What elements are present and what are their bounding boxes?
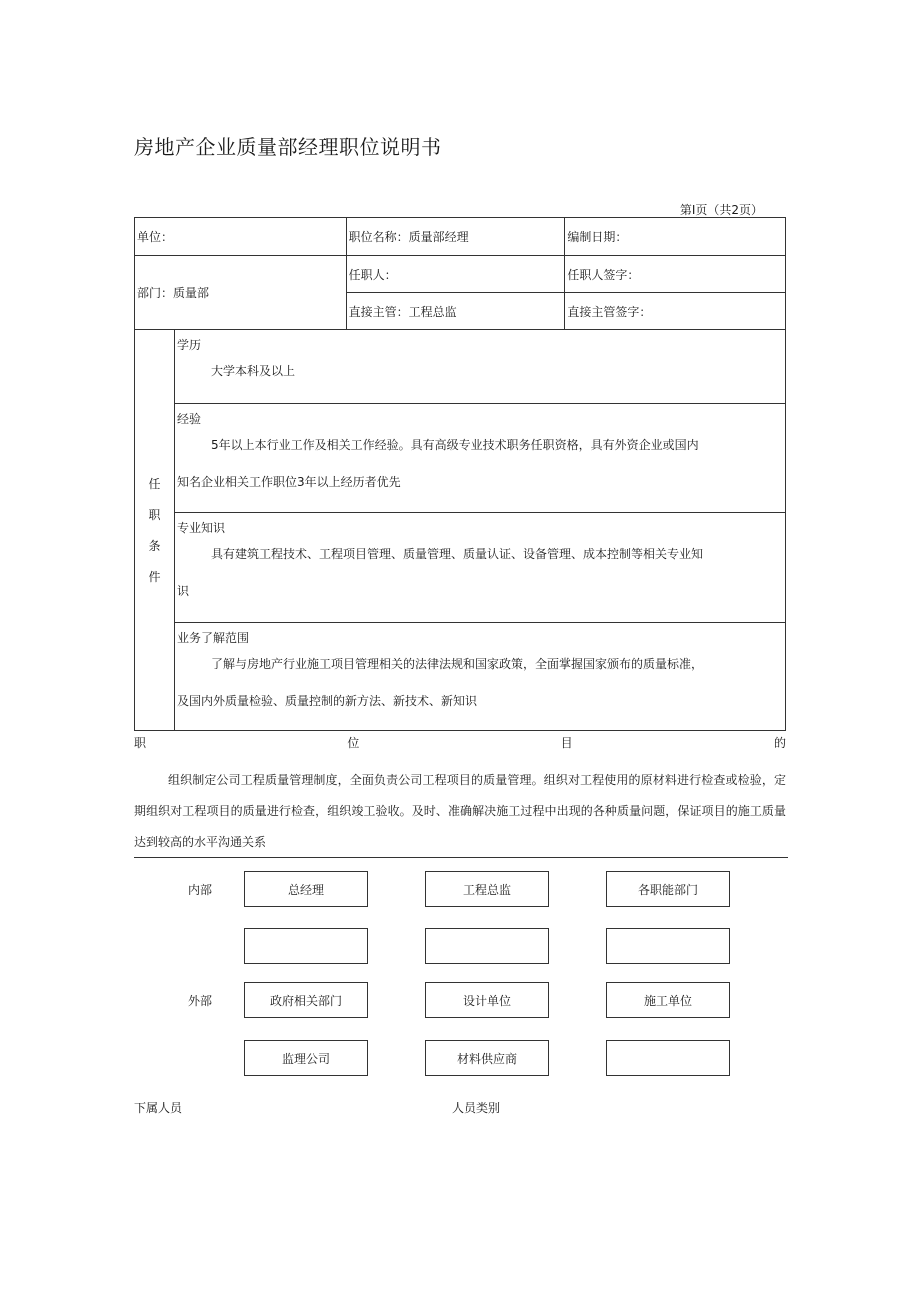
qual-char: 任 xyxy=(148,477,161,491)
contact-box: 施工单位 xyxy=(606,982,730,1018)
knowledge-line: 具有建筑工程技术、工程项目管理、质量管理、质量认证、设备管理、成本控制等相关专业知 xyxy=(210,547,703,561)
knowledge-section xyxy=(174,513,785,623)
purpose-text: 组织制定公司工程质量管理制度，全面负责公司工程项目的质量管理。组织对工程使用的原材料进行检查或检验，定期组织对工程项目的质量进行检查，组织竣工验收。及时、准确解决施工过程中出现的各种质量问题，保证项目的施工质量达到较高的水平沟通关系 xyxy=(134,773,786,849)
purpose-char: 目 xyxy=(560,736,573,750)
qual-char: 件 xyxy=(148,570,161,584)
supervisor-cell: 直接主管：工程总监 xyxy=(346,293,565,330)
contact-box-empty xyxy=(244,928,368,964)
unit-cell: 单位： xyxy=(135,218,347,256)
purpose-char: 的 xyxy=(773,736,786,750)
staff-category-label: 人员类别 xyxy=(452,1101,501,1115)
document-title: 房地产企业质量部经理职位说明书 xyxy=(134,135,442,159)
incumbent-cell: 任职人： xyxy=(346,256,565,293)
experience-label: 经验 xyxy=(176,412,201,426)
contact-box: 监理公司 xyxy=(244,1040,368,1076)
education-label: 学历 xyxy=(176,338,201,352)
contact-box: 总经理 xyxy=(244,871,368,907)
experience-line: 5年以上本行业工作及相关工作经验。具有高级专业技术职务任职资格，具有外资企业或国内 xyxy=(210,438,699,452)
knowledge-line: 识 xyxy=(176,584,189,598)
contact-box-empty xyxy=(606,1040,730,1076)
contact-box: 材料供应商 xyxy=(425,1040,549,1076)
divider xyxy=(134,857,788,858)
education-section xyxy=(174,330,785,404)
business-label: 业务了解范围 xyxy=(176,631,249,645)
purpose-heading xyxy=(134,734,786,751)
qualifications-label xyxy=(135,330,175,731)
external-label: 外部 xyxy=(188,994,213,1008)
experience-line: 知名企业相关工作职位3年以上经历者优先 xyxy=(176,475,401,489)
experience-section xyxy=(174,404,785,513)
compile-date-cell: 编制日期： xyxy=(565,218,786,256)
business-line: 了解与房地产行业施工项目管理相关的法律法规和国家政策，全面掌握国家颁布的质量标准， xyxy=(210,657,703,671)
contact-box-empty xyxy=(606,928,730,964)
department-cell: 部门：质量部 xyxy=(135,256,347,330)
contact-box: 设计单位 xyxy=(425,982,549,1018)
purpose-char: 职 xyxy=(134,736,147,750)
position-info-table xyxy=(134,217,786,731)
qual-char: 条 xyxy=(148,539,161,553)
page-number: 第I页（共2页） xyxy=(679,203,763,217)
internal-label: 内部 xyxy=(188,883,213,897)
supervisor-sign-cell: 直接主管签字： xyxy=(565,293,786,330)
contact-box-empty xyxy=(425,928,549,964)
incumbent-sign-cell: 任职人签字： xyxy=(565,256,786,293)
business-line: 及国内外质量检验、质量控制的新方法、新技术、新知识 xyxy=(176,694,477,708)
contact-box: 工程总监 xyxy=(425,871,549,907)
subordinates-label: 下属人员 xyxy=(134,1101,183,1115)
contact-box: 政府相关部门 xyxy=(244,982,368,1018)
qual-char: 职 xyxy=(148,508,161,522)
business-section xyxy=(174,623,785,731)
contact-box: 各职能部门 xyxy=(606,871,730,907)
purpose-char: 位 xyxy=(347,736,360,750)
position-name-cell: 职位名称：质量部经理 xyxy=(346,218,565,256)
education-text: 大学本科及以上 xyxy=(210,364,295,378)
knowledge-label: 专业知识 xyxy=(176,521,225,535)
